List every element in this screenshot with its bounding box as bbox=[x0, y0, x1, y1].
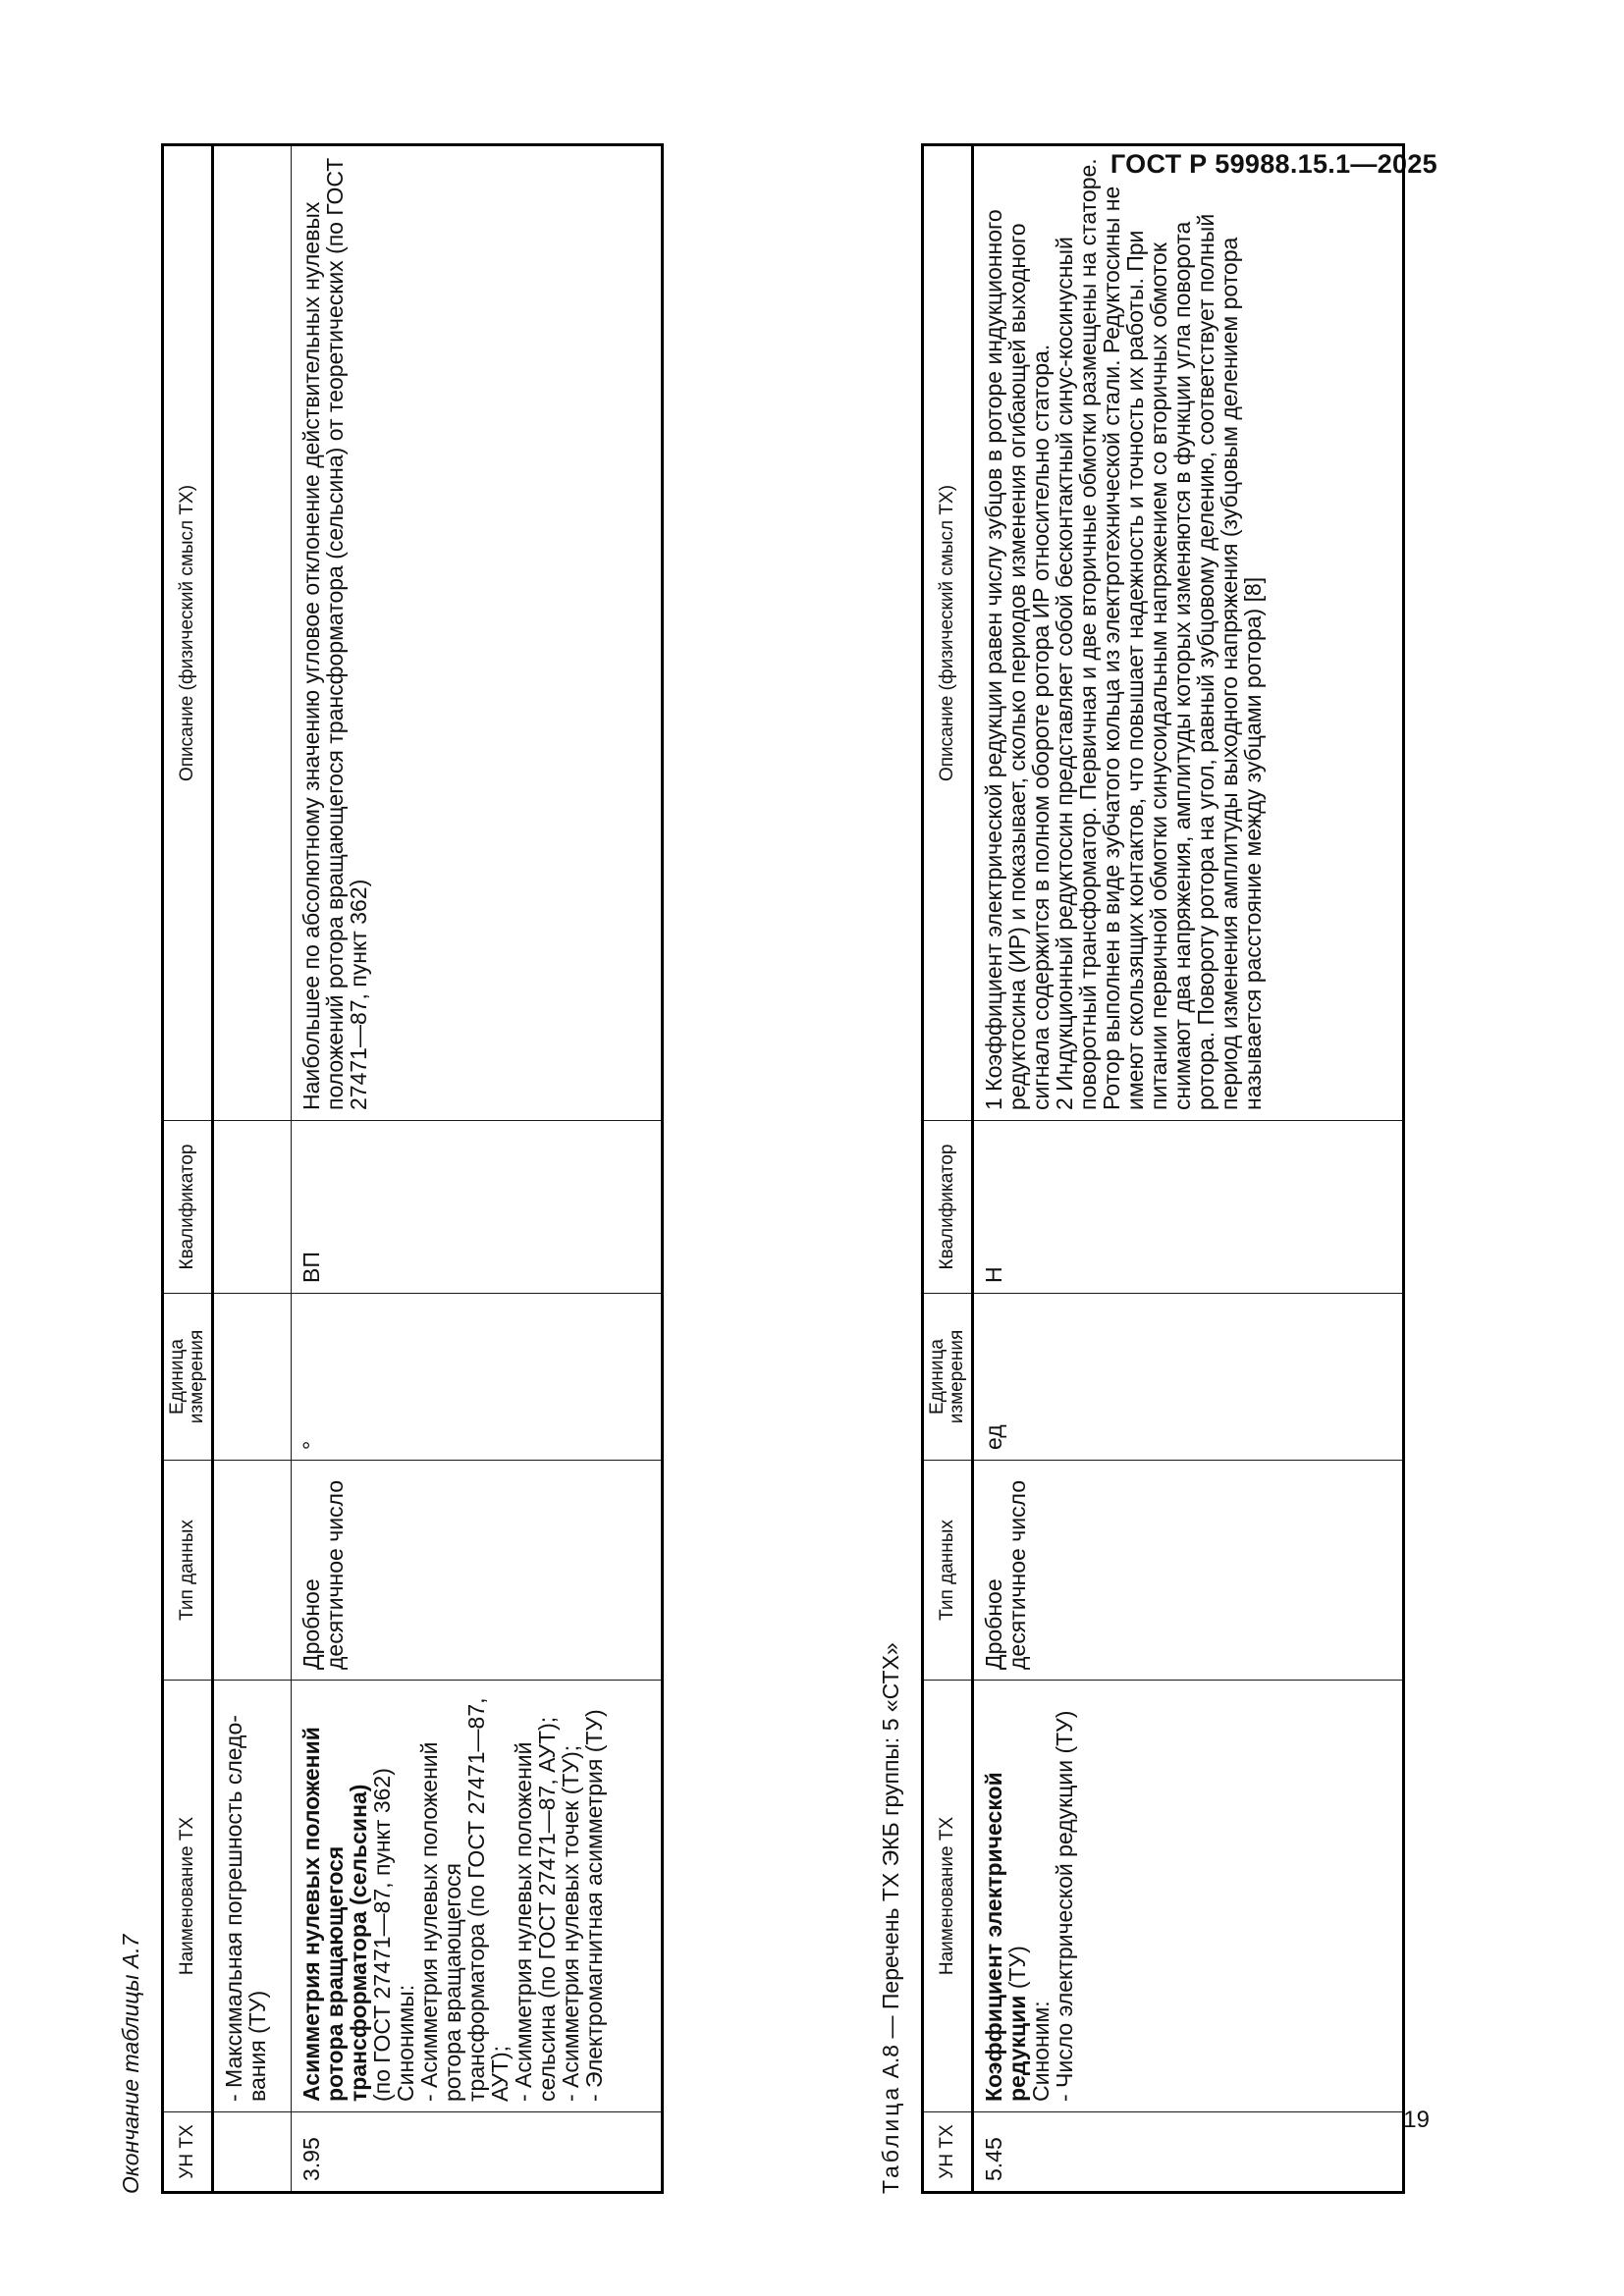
synonym-item: - Асимметрия нулевых точек (ТУ); bbox=[558, 1744, 583, 2102]
cell-description: Наибольшее по абсолютному значению угловое отклонение действительных нулевых положений ротора вращающегося трансформатора (сельсина) от теоретических (по ГОСТ 27471—87, пункт 362) bbox=[292, 145, 663, 1121]
cell-unit: ° bbox=[292, 1294, 663, 1461]
col-header-name: Наименование ТХ bbox=[163, 1681, 213, 2112]
synonym-item: - Асимметрия нулевых положений сельсина (по ГОСТ 27471—87, АУТ); bbox=[511, 1716, 560, 2102]
cell-id bbox=[213, 2112, 292, 2193]
characteristic-reference: (по ГОСТ 27471—87, пункт 362) bbox=[369, 1768, 395, 2102]
table-a8-header-row bbox=[923, 145, 973, 2193]
caption-rest: А.8 — Перечень ТХ ЭКБ группы: 5 «СТХ» bbox=[878, 1642, 903, 2085]
col-header-description: Описание (физический смысл ТХ) bbox=[163, 145, 213, 1121]
table-a7 bbox=[161, 143, 664, 2194]
name-continuation-line-1: - Максимальная погрешность следо- bbox=[221, 1715, 246, 2102]
cell-id: 3.95 bbox=[292, 2112, 663, 2193]
cell-id: 5.45 bbox=[973, 2112, 1404, 2193]
col-header-qualifier: Квалификатор bbox=[163, 1121, 213, 1294]
table-a8-caption bbox=[878, 1642, 904, 2194]
synonym-item: - Число электрической редукции (ТУ) bbox=[1052, 1710, 1077, 2102]
col-header-description: Описание (физический смысл ТХ) bbox=[923, 145, 973, 1121]
caption-prefix: Таблица bbox=[878, 2084, 903, 2194]
synonym-item: - Электромагнитная асимметрия (ТУ) bbox=[581, 1709, 607, 2102]
page-number: 19 bbox=[1403, 2107, 1430, 2133]
col-header-unit: Единица измерения bbox=[923, 1294, 973, 1461]
table-row bbox=[973, 145, 1404, 2193]
name-continuation-line-2: вания (ТУ) bbox=[244, 1990, 270, 2102]
synonym-label: Синоним: bbox=[1028, 2001, 1054, 2102]
cell-data-type bbox=[213, 1461, 292, 1681]
synonym-item: - Асимметрия нулевых положений ротора вращающегося трансформатора (по ГОСТ 27471—87, АУТ); bbox=[416, 1697, 513, 2102]
cell-qualifier: Н bbox=[973, 1121, 1404, 1294]
cell-qualifier bbox=[213, 1121, 292, 1294]
rotated-page-content bbox=[110, 142, 1455, 2194]
col-header-name: Наименование ТХ bbox=[923, 1681, 973, 2112]
table-a8 bbox=[921, 143, 1405, 2194]
cell-unit: ед bbox=[973, 1294, 1404, 1461]
col-header-id: УН ТХ bbox=[923, 2112, 973, 2193]
table-row bbox=[213, 145, 292, 2193]
characteristic-name: Коэффициент электрической редукции bbox=[981, 1772, 1030, 2102]
cell-description bbox=[213, 145, 292, 1121]
cell-data-type: Дробное десятичное число bbox=[292, 1461, 663, 1681]
cell-name bbox=[973, 1681, 1404, 2112]
cell-description bbox=[973, 145, 1404, 1121]
col-header-id: УН ТХ bbox=[163, 2112, 213, 2193]
table-a7-caption: Окончание таблицы А.7 bbox=[118, 1934, 143, 2194]
characteristic-source: (ТУ) bbox=[1004, 1946, 1030, 1996]
synonyms-label: Синонимы: bbox=[393, 1984, 418, 2102]
characteristic-name: Асимметрия нулевых положений ротора вращающегося трансформатора (сельсина) bbox=[298, 1727, 371, 2102]
col-header-qualifier: Квалификатор bbox=[923, 1121, 973, 1294]
cell-name bbox=[292, 1681, 663, 2112]
description-paragraph-2: 2 Индукционный редуктосин представляет собой бесконтактный синус-косинусный поворотный трансформатор. Первичная и две вторичные обмотки размещены на статоре. Ротор выполнен в виде зубчатого кольца из электротехнической стали. Редуктосины не имеют скользящих контактов, что повышает надежность и точность их работы. При питании первичной обмотки синусоидальным напряжением со вторичных обмоток снимают два напряжения, амплитуды которых изменяются в функции угла поворота ротора. Повороту ротора на угол, равный зубцовому делению, соответствует полный период изменения амплитуды выходного напряжения (зубцовым делением ротора называется расстояние между зубцами ротора) [8] bbox=[1052, 158, 1266, 1110]
cell-unit bbox=[213, 1294, 292, 1461]
col-header-data-type: Тип данных bbox=[923, 1461, 973, 1681]
table-row bbox=[292, 145, 663, 2193]
cell-name bbox=[213, 1681, 292, 2112]
description-paragraph-1: 1 Коэффициент электрической редукции равен числу зубцов в роторе индукционного редуктосина (ИР) и показывает, сколько периодов изменения огибающей выходного сигнала содержится в полном обороте ротора ИР относительно статора. bbox=[981, 209, 1054, 1110]
cell-qualifier: ВП bbox=[292, 1121, 663, 1294]
col-header-unit: Единица измерения bbox=[163, 1294, 213, 1461]
col-header-data-type: Тип данных bbox=[163, 1461, 213, 1681]
document-code: ГОСТ Р 59988.15.1—2025 bbox=[1110, 149, 1437, 179]
table-a7-header-row bbox=[163, 145, 213, 2193]
cell-data-type: Дробное десятичное число bbox=[973, 1461, 1404, 1681]
